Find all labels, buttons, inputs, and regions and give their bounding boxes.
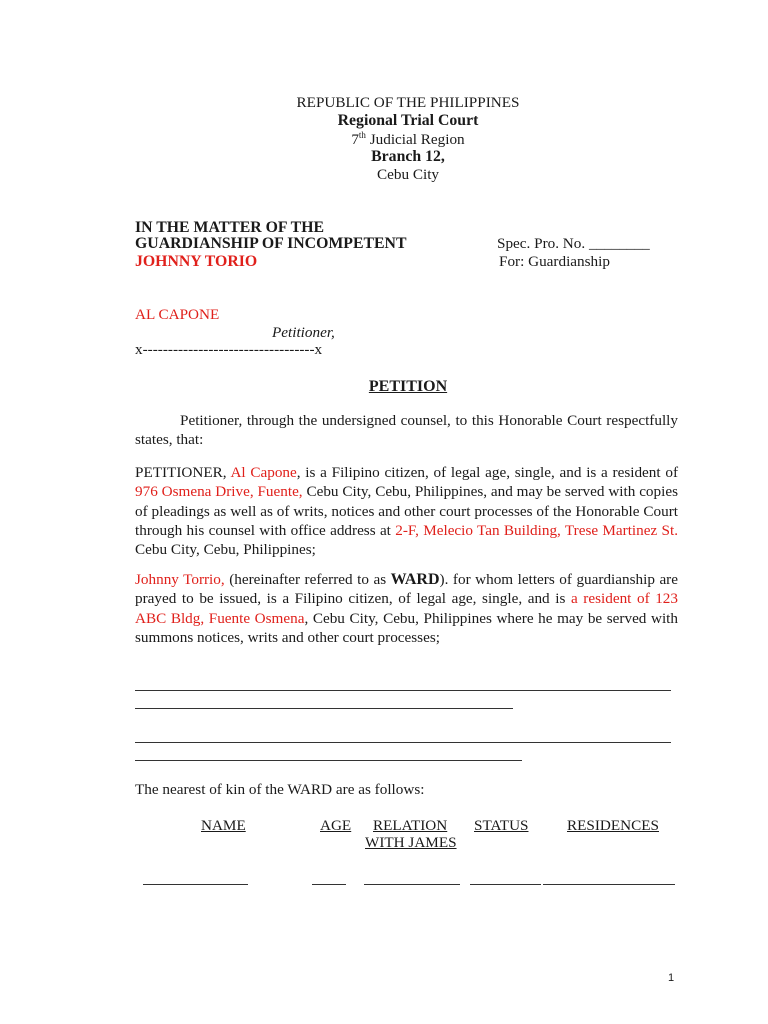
petitioner-paragraph xyxy=(135,463,678,559)
blank-line-4 xyxy=(135,760,522,761)
case-type: For: Guardianship xyxy=(499,253,610,270)
para2-ward-name: Johnny Torrio, xyxy=(135,571,225,588)
kin-intro: The nearest of kin of the WARD are as follows: xyxy=(135,781,425,798)
spec-pro-number: Spec. Pro. No. ________ xyxy=(497,235,650,252)
col-header-relation-line2: WITH JAMES xyxy=(365,834,457,851)
kin-status-blank xyxy=(470,884,541,885)
caption-line-1: IN THE MATTER OF THE xyxy=(135,219,325,236)
kin-name-blank xyxy=(143,884,248,885)
blank-line-3 xyxy=(135,742,671,743)
petitioner-label: Petitioner, xyxy=(272,324,335,341)
para1-address: 976 Osmena Drive, Fuente, xyxy=(135,483,303,501)
ward-paragraph xyxy=(135,570,678,647)
city-heading: Cebu City xyxy=(376,166,440,183)
blank-line-2 xyxy=(135,708,513,709)
para1-text-3: Cebu City, Cebu, Philippines, and may be served with copies of pleadings as well as of writs, notices and other court processes of the Honorable Court through his counsel with office address at xyxy=(135,483,678,539)
para2-text-2: ). for whom letters of guardianship are prayed to be issued, is a Filipino citizen, of legal age, single, and is xyxy=(135,571,678,608)
region-label: Judicial Region xyxy=(365,131,465,149)
caption-separator: x----------------------------------x xyxy=(135,341,323,358)
blank-line-1 xyxy=(135,690,671,691)
kin-relation-blank xyxy=(364,884,460,885)
caption-ward-name: JOHNNY TORIO xyxy=(135,253,258,270)
para1-text-1: PETITIONER, xyxy=(135,464,231,481)
page-number: 1 xyxy=(668,972,675,984)
para2-text-1: (hereinafter referred to as xyxy=(224,571,391,588)
caption-line-2: GUARDIANSHIP OF INCOMPETENT xyxy=(135,235,407,252)
para2-ward-label: WARD xyxy=(390,571,440,588)
republic-heading: REPUBLIC OF THE PHILIPPINES xyxy=(296,94,520,111)
intro-text: Petitioner, through the undersigned counsel, to this Honorable Court respectfully states, that: xyxy=(135,412,678,449)
col-header-relation: RELATION xyxy=(373,817,448,834)
kin-residence-blank xyxy=(543,884,675,885)
document-title: PETITION xyxy=(368,378,448,395)
para1-text-4: Cebu City, Cebu, Philippines; xyxy=(135,541,316,559)
para1-petitioner-name: Al Capone xyxy=(230,464,297,481)
para2-residence: a resident of 123 ABC Bldg, Fuente Osmena xyxy=(135,590,678,627)
col-header-age: AGE xyxy=(320,817,352,834)
kin-age-blank xyxy=(312,884,346,885)
para1-office-address: 2-F, Melecio Tan Building, Trese Martinez St. xyxy=(395,521,679,539)
court-name: Regional Trial Court xyxy=(337,112,479,129)
col-header-residences: RESIDENCES xyxy=(567,817,659,834)
intro-paragraph xyxy=(135,411,678,450)
judicial-region xyxy=(0,130,768,149)
para1-text-2: , is a Filipino citizen, of legal age, single, and is a resident of xyxy=(296,464,678,481)
region-number: 7 xyxy=(351,131,359,149)
para2-text-3: , Cebu City, Cebu, Philippines where he may be served with summons notices, writs and other court processes; xyxy=(135,609,678,646)
col-header-name: NAME xyxy=(201,817,246,834)
region-superscript: th xyxy=(358,130,366,140)
petitioner-name: AL CAPONE xyxy=(135,306,220,323)
branch-heading: Branch 12, xyxy=(371,148,445,165)
col-header-status: STATUS xyxy=(474,817,529,834)
